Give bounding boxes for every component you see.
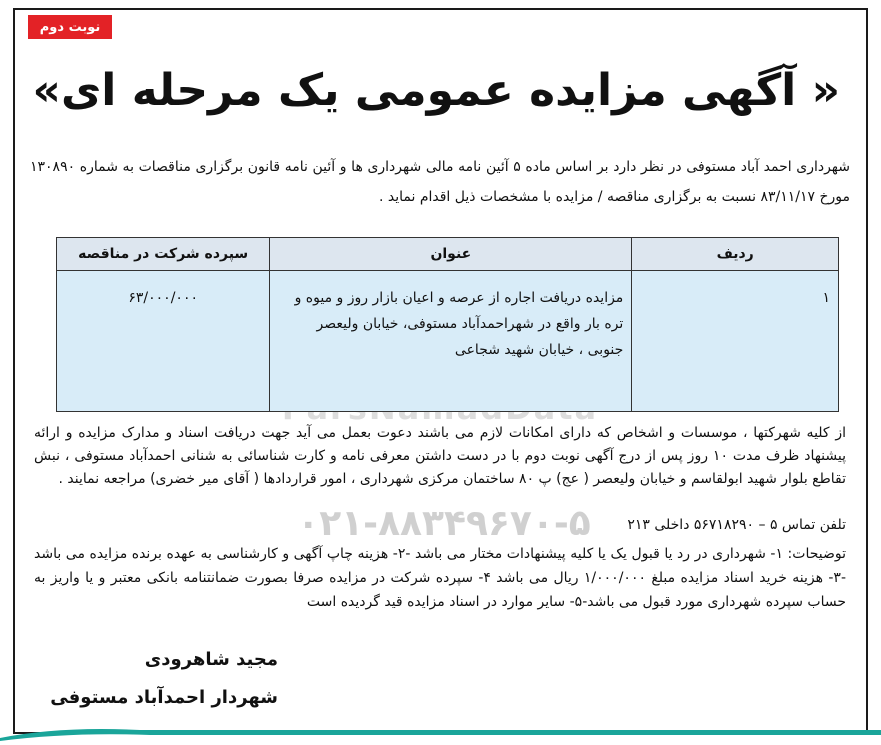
intro-paragraph: شهرداری احمد آباد مستوفی در نظر دارد بر اساس ماده ۵ آئین نامه مالی شهرداری ها و آئین نامه قانون برگزاری مناقصات به شماره ۱۳۰۸۹۰ مورخ ۸۳/۱۱/۱۷ نسبت به برگزاری مناقصه / مزایده با مشخصات ذیل اقدام نماید . [30,159,850,205]
table-row [57,271,839,412]
phone-watermark: ۰۲۱-۸۸۳۴۹۶۷۰-۵ [297,503,591,544]
cell-row-number: ۱ [632,271,839,412]
round-badge: نوبت دوم [28,15,112,39]
header-row-number: ردیف [632,238,839,271]
invitation-paragraph: از کلیه شهرکتها ، موسسات و اشخاص که دارای امکانات لازم می باشند دعوت بعمل می آید جهت دریافت اسناد و مدارک مزایده و ارائه پیشنهاد ظرف مدت ۱۰ روز پس از درج آگهی نوبت دوم با در دست داشتن معرفی نامه و کارت شناسائی به شنانی احمدآباد مستوفی ، نبش تقاطع بلوار شهید ابولقاسم و خیابان ولیعصر ( عج) پ ۸۰ ساختمان مرکزی شهرداری ، امور قراردادها ( آقای میر خضری) مراجعه نمایند . [34,425,847,487]
auction-table [56,237,839,412]
signatory-role: شهردار احمدآباد مستوفی [50,687,278,708]
notice-title: « آگهی مزایده عمومی یک مرحله ای» [32,65,840,116]
header-deposit: سپرده شرکت در مناقصه [57,238,270,271]
cell-title: مزایده دریافت اجاره از عرصه و اعیان بازار روز و میوه و تره بار واقع در شهراحمدآباد مستوفی، خیابان ولیعصر جنوبی ، خیابان شهید شجاعی [270,271,632,412]
notes-paragraph: توضیحات: ۱- شهرداری در رد یا قبول یک یا کلیه پیشنهادات مختار می باشد -۲- هزینه چاپ آگهی و کارشناسی به عهده برنده مزایده می باشد -۳- هزینه خرید اسناد مزایده مبلغ ۱/۰۰۰/۰۰۰ ریال می باشد ۴- سپرده شرکت در مزایده صرفا بصورت ضمانتنامه بانکی معتبر و یا واریز به حساب سپرده شهرداری مورد قبول می باشد-۵- سایر موارد در اسناد مزایده قید گردیده است [34,546,847,610]
signatory-name: مجید شاهرودی [144,649,278,670]
header-title: عنوان [270,238,632,271]
decorative-wave [0,724,881,745]
contact-phone: تلفن تماس ۵ – ۵۶۷۱۸۲۹۰ داخلی ۲۱۳ [627,517,846,533]
table-header-row [57,238,839,271]
cell-deposit: ۶۳/۰۰۰/۰۰۰ [57,271,270,412]
